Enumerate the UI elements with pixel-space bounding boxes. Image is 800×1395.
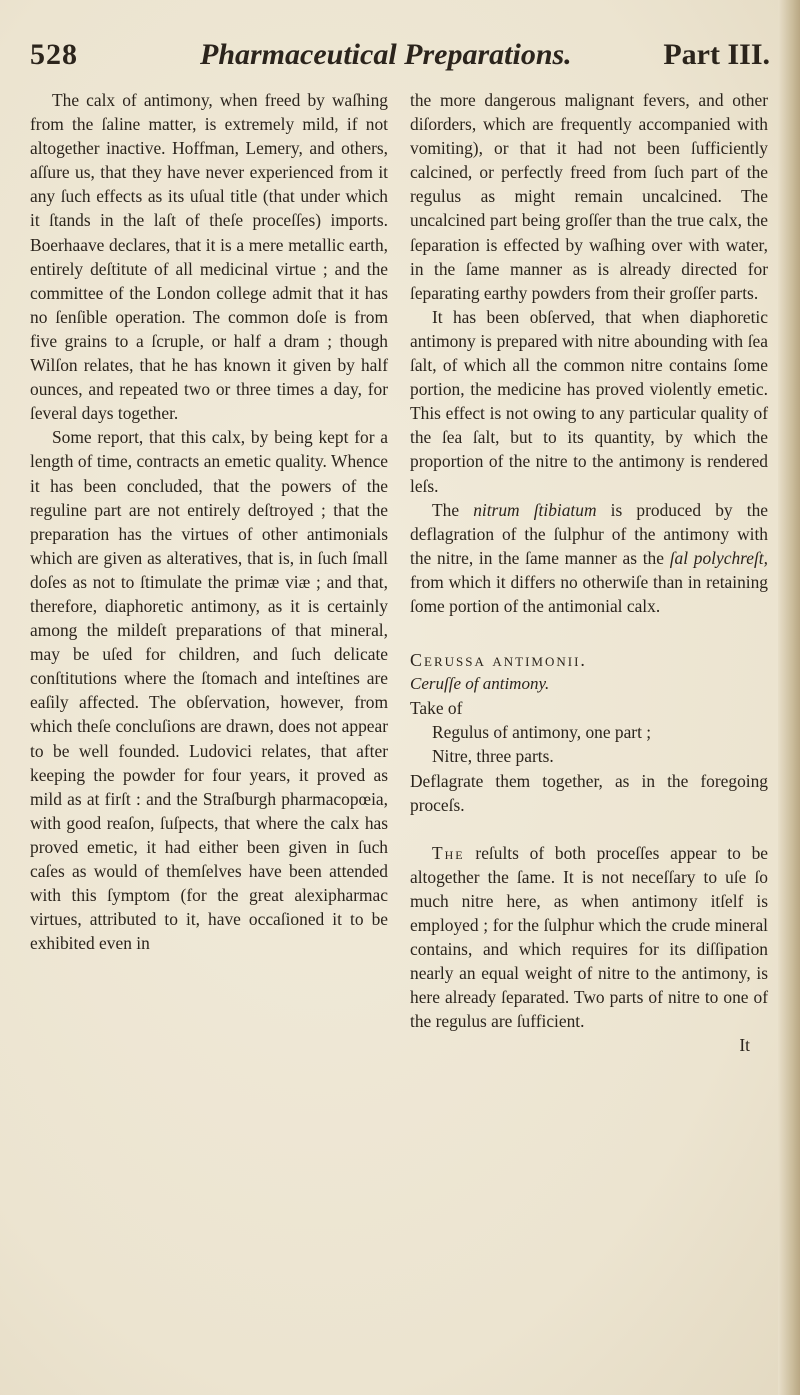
part-label: Part III. (663, 38, 770, 71)
term-sal-polychrest: ſal polychreſt, (669, 547, 768, 568)
paragraph: It has been obſerved, that when diaphoretic antimony is prepared with nitre abounding with ſea ſalt, of which all the common nitre contains ſome portion, the medicine has proved violently emetic. This effect is not owing to any particular quality of the ſea ſalt, but to its quantity, by which the proportion of the nitre to the antimony is rendered leſs. (410, 306, 768, 496)
right-column (410, 88, 768, 1058)
recipe-item: Regulus of antimony, one part ; (432, 722, 652, 743)
paragraph-lead: The (432, 842, 465, 863)
paragraph-text: is produced by the deflagration of the ſulphur of the antimony with the nitre, in the ſame manner as the (410, 499, 768, 568)
catchword: It (739, 1035, 750, 1056)
recipe-item: Nitre, three parts. (432, 746, 554, 767)
paragraph: Some report, that this calx, by being kept for a length of time, contracts an emetic quality. Whence it has been concluded, that the powers of the reguline part are not entirely deſtroyed ; that the preparation has the virtues of other antimonials which are given as alteratives, that is, in ſuch ſmall doſes as not to ſtimulate the primæ viæ ; and that, therefore, diaphoretic antimony, as it is certainly among the mildeſt preparations of that mineral, may be uſed for children, and ſuch delicate conſtitutions where the ſtomach and inteſtines are eaſily affected. The obſervation, however, from which theſe concluſions are drawn, does not appear to be well founded. Ludovici relates, that after keeping the powder for four years, it proved as mild as at firſt : and the Straſburgh pharmacopœia, with good reaſon, ſuſpects, that where the calx has proved emetic, it had either been given in ſuch caſes as would of themſelves have been attended with this ſymptom (for the great alexipharmac virtues, attributed to it, have occaſioned it to be exhibited even in (30, 427, 388, 954)
spacer (410, 817, 768, 841)
page-number: 528 (30, 38, 78, 71)
recipe-title: Cerussa antimonii. (410, 650, 587, 671)
recipe-intro: Take of (410, 698, 463, 719)
paragraph-text: from which it differs no otherwiſe than in retaining ſome portion of the antimonial calx. (410, 571, 768, 616)
recipe-subtitle: Ceruſſe of antimony. (410, 674, 550, 694)
paragraph-text: reſults of both proceſſes appear to be altogether the ſame. It is not neceſſary to uſe ſo much nitre here, as when antimony itſelf is employed ; for the ſulphur which the crude mineral contains, and which requires for its diſſipation nearly an equal weight of nitre to the antimony, is here already ſeparated. Two parts of nitre to one of the regulus are ſufficient. (410, 842, 768, 1032)
page-header (30, 38, 770, 82)
running-title: Pharmaceutical Preparations. (200, 38, 572, 71)
paragraph-closing (410, 841, 768, 1034)
paragraph: the more dangerous malignant fevers, and other diſorders, which are frequently accompanied with vomiting), or that it had not been ſufficiently calcined, or perfectly freed from ſuch part of the regulus as might remain uncalcined. The uncalcined part being groſſer than the true calx, the ſeparation is effected by waſhing over with water, in the ſame manner as is already directed for ſeparating earthy powders from their groſſer parts. (410, 90, 768, 303)
page-edge (778, 0, 800, 1395)
paragraph: The calx of antimony, when freed by waſhing from the ſaline matter, is extremely mild, if not altogether inactive. Hoffman, Lemery, and others, aſſure us, that they have never experienced from it any ſuch effects as its uſual title (that under which it ſtands in the laſt of theſe proceſſes) imports. Boerhaave declares, that it is a mere metallic earth, entirely deſtitute of all medicinal virtue ; and the committee of the London college admit that it has no ſenſible operation. The common doſe is from five grains to a ſcruple, or half a dram ; though Wilſon relates, that he has known it given by half ounces, and repeated two or three times a day, for ſeveral days together. (30, 90, 388, 424)
paragraph-nitrum (410, 498, 768, 618)
recipe-instruction: Deflagrate them together, as in the foregoing proceſs. (410, 770, 768, 815)
left-column (30, 88, 388, 955)
term-nitrum-stibiatum: nitrum ſtibiatum (473, 499, 597, 520)
paragraph-lead: The (432, 499, 460, 520)
